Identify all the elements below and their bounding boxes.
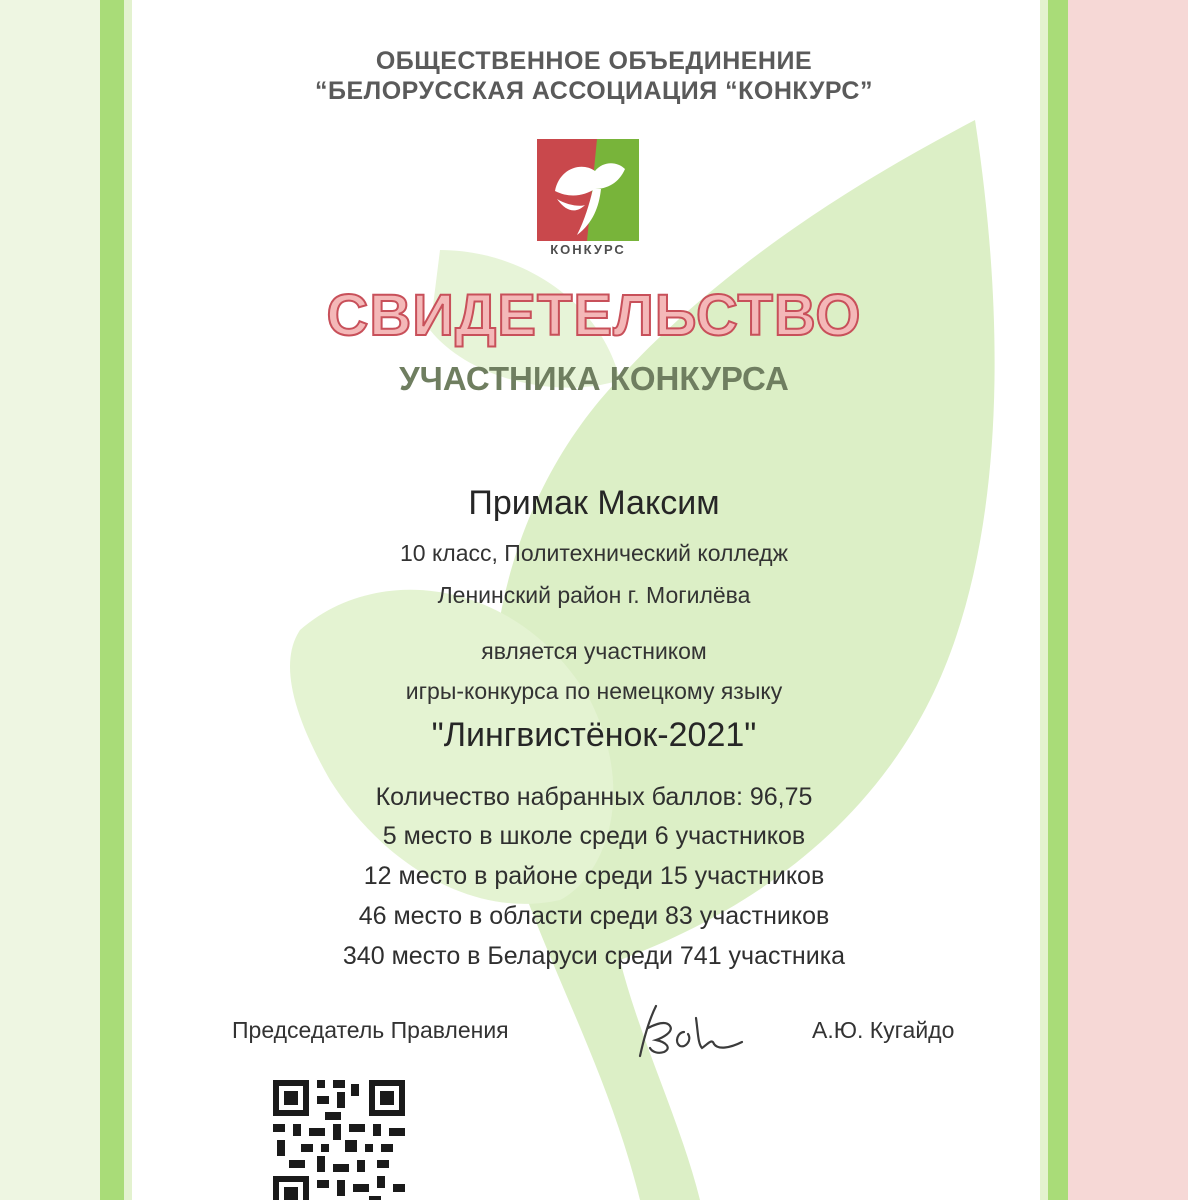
participant-school: 10 класс, Политехнический колледж	[400, 540, 788, 566]
signatory-name: А.Ю. Кугайдо	[812, 1017, 955, 1043]
konkurs-logo	[537, 139, 639, 259]
certificate-subtitle: УЧАСТНИКА КОНКУРСА	[399, 360, 789, 397]
result-score: Количество набранных баллов: 96,75	[375, 783, 813, 811]
signatory-role: Председатель Правления	[232, 1017, 509, 1043]
qr-code	[271, 1078, 407, 1200]
organization-header	[0, 46, 1188, 106]
result-district-place: 12 место в районе среди 15 участников	[363, 862, 825, 890]
certificate-title: СВИДЕТЕЛЬСТВО	[326, 283, 862, 348]
statement-line2: игры-конкурса по немецкому языку	[405, 678, 783, 704]
logo-wordmark: КОНКУРС	[550, 242, 626, 257]
participant-district: Ленинский район г. Могилёва	[437, 582, 751, 608]
handwritten-signature	[626, 998, 746, 1060]
result-region-place: 46 место в области среди 83 участников	[358, 902, 830, 930]
organization-line1: ОБЩЕСТВЕННОЕ ОБЪЕДИНЕНИЕ	[375, 47, 813, 75]
organization-line2: “БЕЛОРУССКАЯ АССОЦИАЦИЯ “КОНКУРС”	[315, 77, 873, 105]
statement-line1: является участником	[481, 638, 707, 664]
result-school-place: 5 место в школе среди 6 участников	[382, 822, 806, 850]
participant-name: Примак Максим	[468, 484, 720, 522]
result-country-place: 340 место в Беларуси среди 741 участника	[342, 942, 846, 970]
contest-name: "Лингвистёнок-2021"	[431, 716, 757, 754]
